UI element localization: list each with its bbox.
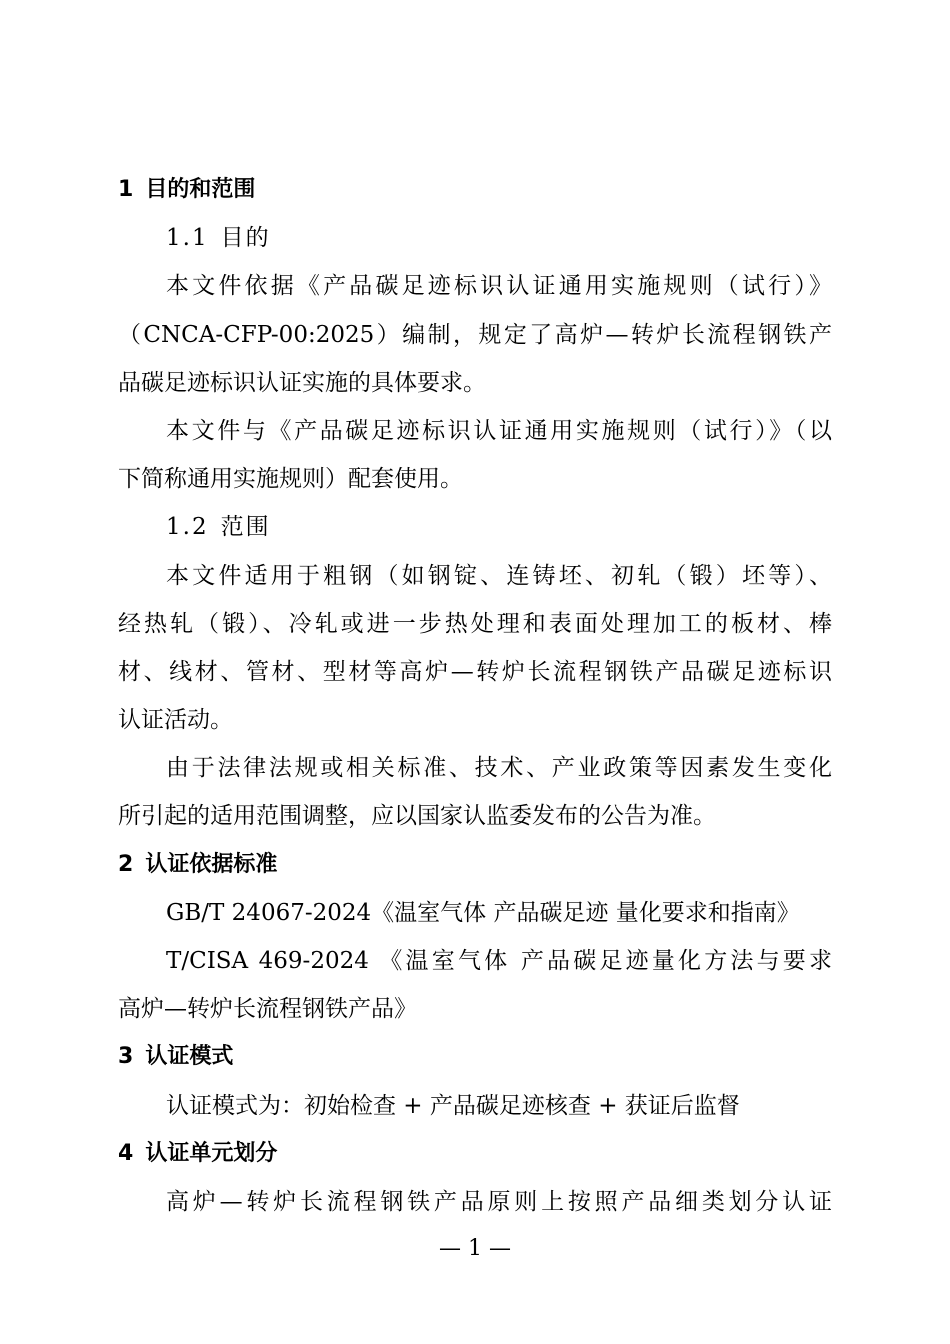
certification-mode-text: 认证模式为：初始检查 + 产品碳足迹核查 + 获证后监督 [166,1092,740,1119]
section-heading-4 [118,1130,832,1178]
document-body [118,166,832,1226]
paragraph-scope-2 [118,744,832,840]
paragraph-line: 本文件适用于粗钢（如钢锭、连铸坯、初轧（锻）坯等）、 [166,562,832,589]
section-heading-3 [118,1033,832,1081]
paragraph-line: 品碳足迹标识认证实施的具体要求。 [118,369,486,396]
section-number: 4 [118,1140,134,1166]
paragraph-line: （CNCA-CFP-00:2025）编制，规定了高炉—转炉长流程钢铁产 [118,321,832,348]
paragraph-line: 认证活动。 [118,707,233,734]
section-number: 3 [118,1044,134,1070]
subsection-number: 1.1 [166,225,209,252]
paragraph-line: 材、线材、管材、型材等高炉—转炉长流程钢铁产品碳足迹标识 [118,658,832,685]
section-number: 1 [118,177,134,202]
section-title: 认证单元划分 [145,1140,278,1166]
paragraph-line: 高炉—转炉长流程钢铁产品》 [118,996,417,1023]
subsection-heading-1-1 [118,214,832,262]
standard-reference-2 [118,937,832,1033]
paragraph-line: 下简称通用实施规则）配套使用。 [118,466,463,493]
paragraph-line: 由于法律法规或相关标准、技术、产业政策等因素发生变化 [166,755,832,782]
page-number: — 1 — [439,1236,511,1261]
subsection-heading-1-2 [118,503,832,551]
paragraph-scope-1 [118,552,832,745]
paragraph-purpose-2 [118,407,832,503]
paragraph-line: T/CISA 469-2024 《温室气体 产品碳足迹量化方法与要求 [166,948,832,974]
section-title: 认证模式 [145,1044,234,1070]
standard-reference-1: GB/T 24067-2024《温室气体 产品碳足迹 量化要求和指南》 [166,899,800,926]
subsection-title: 目的 [220,225,271,252]
section-heading-1 [118,166,832,214]
paragraph-line: 本文件依据《产品碳足迹标识认证通用实施规则（试行）》 [166,273,832,300]
subsection-number: 1.2 [166,514,209,541]
paragraph-line: 本文件与《产品碳足迹标识认证通用实施规则（试行）》（以 [166,417,832,444]
unit-division-text: 高炉—转炉长流程钢铁产品原则上按照产品细类划分认证 [166,1188,832,1215]
subsection-title: 范围 [220,514,271,541]
paragraph-line: 所引起的适用范围调整，应以国家认监委发布的公告为准。 [118,803,716,830]
paragraph-line: 经热轧（锻）、冷轧或进一步热处理和表面处理加工的板材、棒 [118,610,832,637]
section-number: 2 [118,851,134,877]
section-title: 认证依据标准 [145,851,278,877]
paragraph-purpose-1 [118,262,832,407]
section-title: 目的和范围 [145,177,256,202]
section-heading-2 [118,841,832,889]
